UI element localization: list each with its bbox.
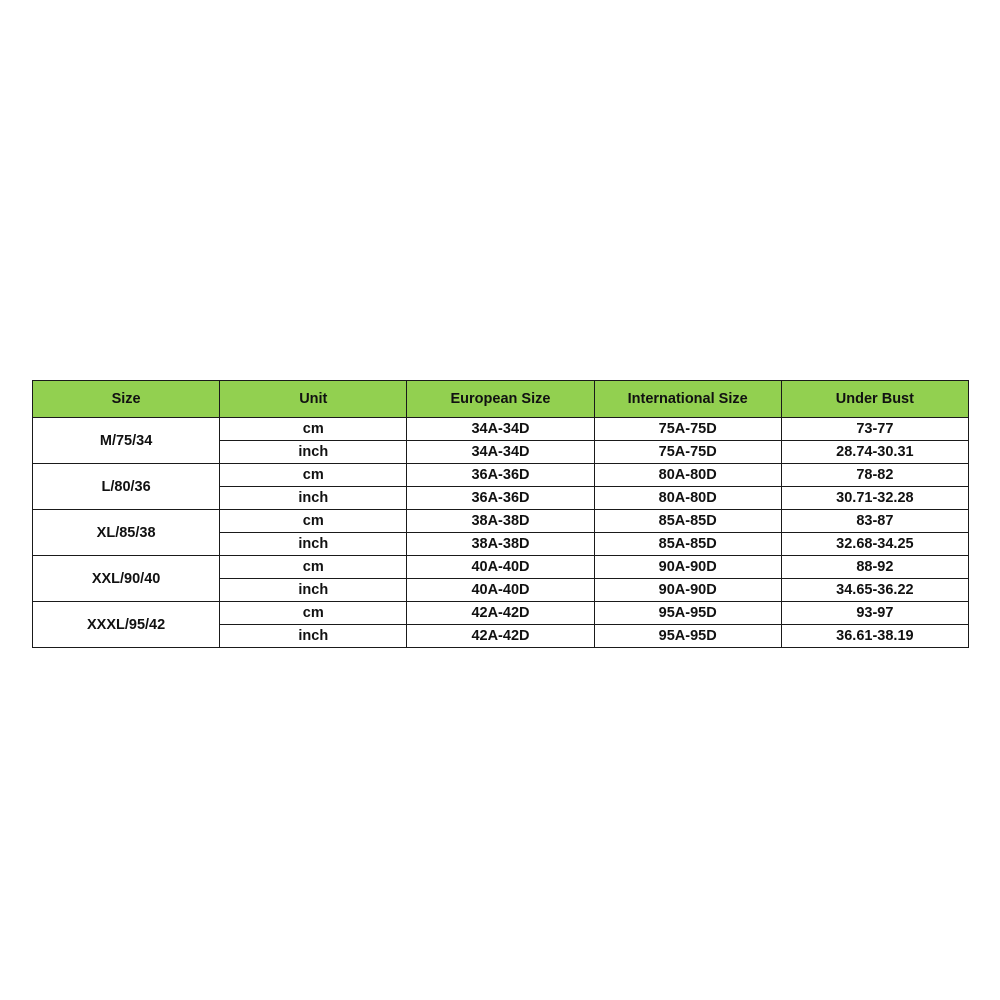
size-chart-table bbox=[32, 380, 969, 648]
table-body bbox=[33, 418, 969, 648]
unit-cell: inch bbox=[220, 487, 407, 510]
european-size-cell: 34A-34D bbox=[407, 441, 594, 464]
european-size-cell: 38A-38D bbox=[407, 510, 594, 533]
european-size-cell: 40A-40D bbox=[407, 556, 594, 579]
under-bust-cell: 28.74-30.31 bbox=[781, 441, 968, 464]
table-row bbox=[33, 510, 969, 533]
header-european-size: European Size bbox=[407, 381, 594, 418]
under-bust-cell: 78-82 bbox=[781, 464, 968, 487]
unit-cell: cm bbox=[220, 510, 407, 533]
european-size-cell: 38A-38D bbox=[407, 533, 594, 556]
international-size-cell: 90A-90D bbox=[594, 579, 781, 602]
under-bust-cell: 32.68-34.25 bbox=[781, 533, 968, 556]
under-bust-cell: 30.71-32.28 bbox=[781, 487, 968, 510]
international-size-cell: 95A-95D bbox=[594, 602, 781, 625]
unit-cell: inch bbox=[220, 441, 407, 464]
size-cell: L/80/36 bbox=[33, 464, 220, 510]
international-size-cell: 85A-85D bbox=[594, 533, 781, 556]
international-size-cell: 85A-85D bbox=[594, 510, 781, 533]
table-row bbox=[33, 556, 969, 579]
header-international-size: International Size bbox=[594, 381, 781, 418]
table-row bbox=[33, 464, 969, 487]
size-cell: M/75/34 bbox=[33, 418, 220, 464]
table-header bbox=[33, 381, 969, 418]
header-unit: Unit bbox=[220, 381, 407, 418]
european-size-cell: 36A-36D bbox=[407, 487, 594, 510]
international-size-cell: 75A-75D bbox=[594, 418, 781, 441]
unit-cell: cm bbox=[220, 418, 407, 441]
unit-cell: cm bbox=[220, 602, 407, 625]
unit-cell: inch bbox=[220, 625, 407, 648]
size-cell: XXL/90/40 bbox=[33, 556, 220, 602]
table-row bbox=[33, 418, 969, 441]
under-bust-cell: 88-92 bbox=[781, 556, 968, 579]
header-size: Size bbox=[33, 381, 220, 418]
international-size-cell: 90A-90D bbox=[594, 556, 781, 579]
size-cell: XXXL/95/42 bbox=[33, 602, 220, 648]
under-bust-cell: 36.61-38.19 bbox=[781, 625, 968, 648]
unit-cell: inch bbox=[220, 579, 407, 602]
european-size-cell: 42A-42D bbox=[407, 602, 594, 625]
under-bust-cell: 73-77 bbox=[781, 418, 968, 441]
international-size-cell: 95A-95D bbox=[594, 625, 781, 648]
under-bust-cell: 93-97 bbox=[781, 602, 968, 625]
header-under-bust: Under Bust bbox=[781, 381, 968, 418]
unit-cell: cm bbox=[220, 556, 407, 579]
under-bust-cell: 83-87 bbox=[781, 510, 968, 533]
european-size-cell: 42A-42D bbox=[407, 625, 594, 648]
unit-cell: cm bbox=[220, 464, 407, 487]
unit-cell: inch bbox=[220, 533, 407, 556]
header-row bbox=[33, 381, 969, 418]
table-row bbox=[33, 602, 969, 625]
size-cell: XL/85/38 bbox=[33, 510, 220, 556]
under-bust-cell: 34.65-36.22 bbox=[781, 579, 968, 602]
international-size-cell: 80A-80D bbox=[594, 487, 781, 510]
international-size-cell: 80A-80D bbox=[594, 464, 781, 487]
european-size-cell: 40A-40D bbox=[407, 579, 594, 602]
european-size-cell: 36A-36D bbox=[407, 464, 594, 487]
international-size-cell: 75A-75D bbox=[594, 441, 781, 464]
european-size-cell: 34A-34D bbox=[407, 418, 594, 441]
